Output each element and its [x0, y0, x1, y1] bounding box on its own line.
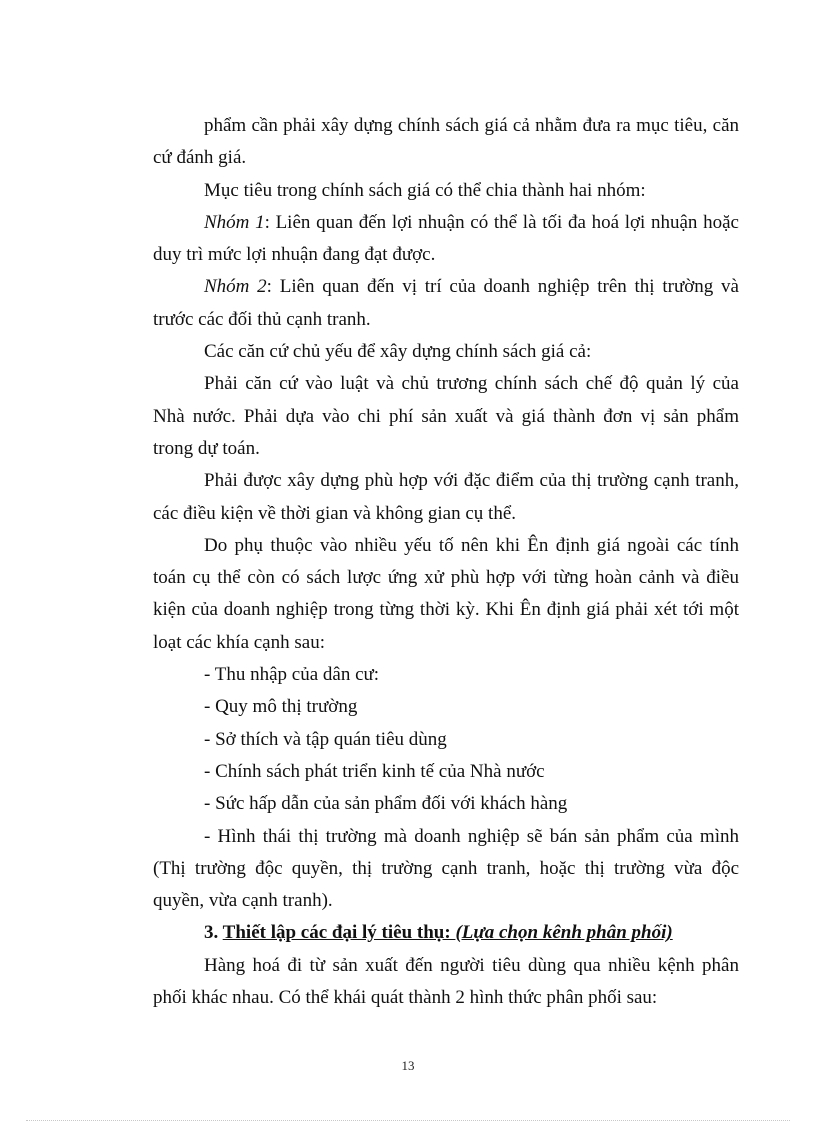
section-title: Thiết lập các đại lý tiêu thụ: [222, 922, 456, 944]
section-number: 3. [204, 922, 223, 944]
group-label: Nhóm 1 [204, 211, 265, 233]
paragraph-line: toán cụ thể còn có sách lược ứng xử phù hợp với từng hoàn cảnh và điều [153, 567, 739, 589]
paragraph-line: phối khác nhau. Có thể khái quát thành 2 hình thức phân phối sau: [153, 987, 658, 1009]
group-label: Nhóm 2 [204, 276, 267, 298]
group-text: : Liên quan đến lợi nhuận có thể là tối đa hoá lợi nhuận hoặc [264, 211, 739, 233]
section-heading [153, 917, 739, 949]
paragraph-line: phẩm cần phải xây dựng chính sách giá cả nhằm đưa ra mục tiêu, căn [204, 115, 739, 136]
paragraph-line: quyền, vừa cạnh tranh). [153, 890, 333, 912]
paragraph-line: Các căn cứ chủ yếu để xây dựng chính sách giá cả: [204, 341, 592, 363]
paragraph-line [204, 207, 739, 239]
list-item: - Hình thái thị trường mà doanh nghiệp sẽ bán sản phẩm của mình [204, 825, 739, 847]
paragraph-line: loạt các khía cạnh sau: [153, 631, 325, 653]
paragraph-line: Nhà nước. Phải dựa vào chi phí sản xuất và giá thành đơn vị sản phẩm [153, 405, 739, 427]
group-text: : Liên quan đến vị trí của doanh nghiệp trên thị trường và [266, 276, 739, 298]
paragraph-line [204, 271, 739, 303]
paragraph-line: duy trì mức lợi nhuận đang đạt được. [153, 244, 436, 266]
list-item: - Chính sách phát triển kinh tế của Nhà nước [204, 760, 545, 782]
paragraph-line: Phải căn cứ vào luật và chủ trương chính sách chế độ quản lý của [204, 373, 739, 395]
paragraph-line: Hàng hoá đi từ sản xuất đến người tiêu dùng qua nhiều kệnh phân [204, 954, 739, 976]
paragraph-line: trước các đối thủ cạnh tranh. [153, 308, 371, 330]
paragraph-line: Mục tiêu trong chính sách giá có thể chia thành hai nhóm: [204, 179, 646, 201]
paragraph-line: Do phụ thuộc vào nhiều yếu tố nên khi Ên định giá ngoài các tính [204, 534, 739, 556]
paragraph-line: các điều kiện về thời gian và không gian cụ thể. [153, 502, 517, 524]
list-item: - Sở thích và tập quán tiêu dùng [204, 728, 447, 750]
paragraph-line: kiện của doanh nghiệp trong từng thời kỳ. Khi Ên định giá phải xét tới một [153, 599, 739, 621]
paragraph-line: Phải được xây dựng phù hợp với đặc điểm của thị trường cạnh tranh, [204, 470, 739, 492]
list-item: - Thu nhập của dân cư: [204, 664, 380, 686]
paragraph-line: trong dự toán. [153, 437, 260, 459]
section-subtitle: (Lựa chọn kênh phân phối) [455, 922, 673, 944]
page-body [153, 110, 739, 1014]
page-bottom-divider [26, 1120, 790, 1121]
paragraph-line: (Thị trường độc quyền, thị trường cạnh tranh, hoặc thị trường vừa độc [153, 857, 739, 879]
paragraph-line: cứ đánh giá. [153, 147, 247, 169]
list-item: - Sức hấp dẫn của sản phẩm đối với khách hàng [204, 793, 568, 815]
list-item: - Quy mô thị trường [204, 696, 358, 718]
page-number: 13 [401, 1058, 415, 1073]
